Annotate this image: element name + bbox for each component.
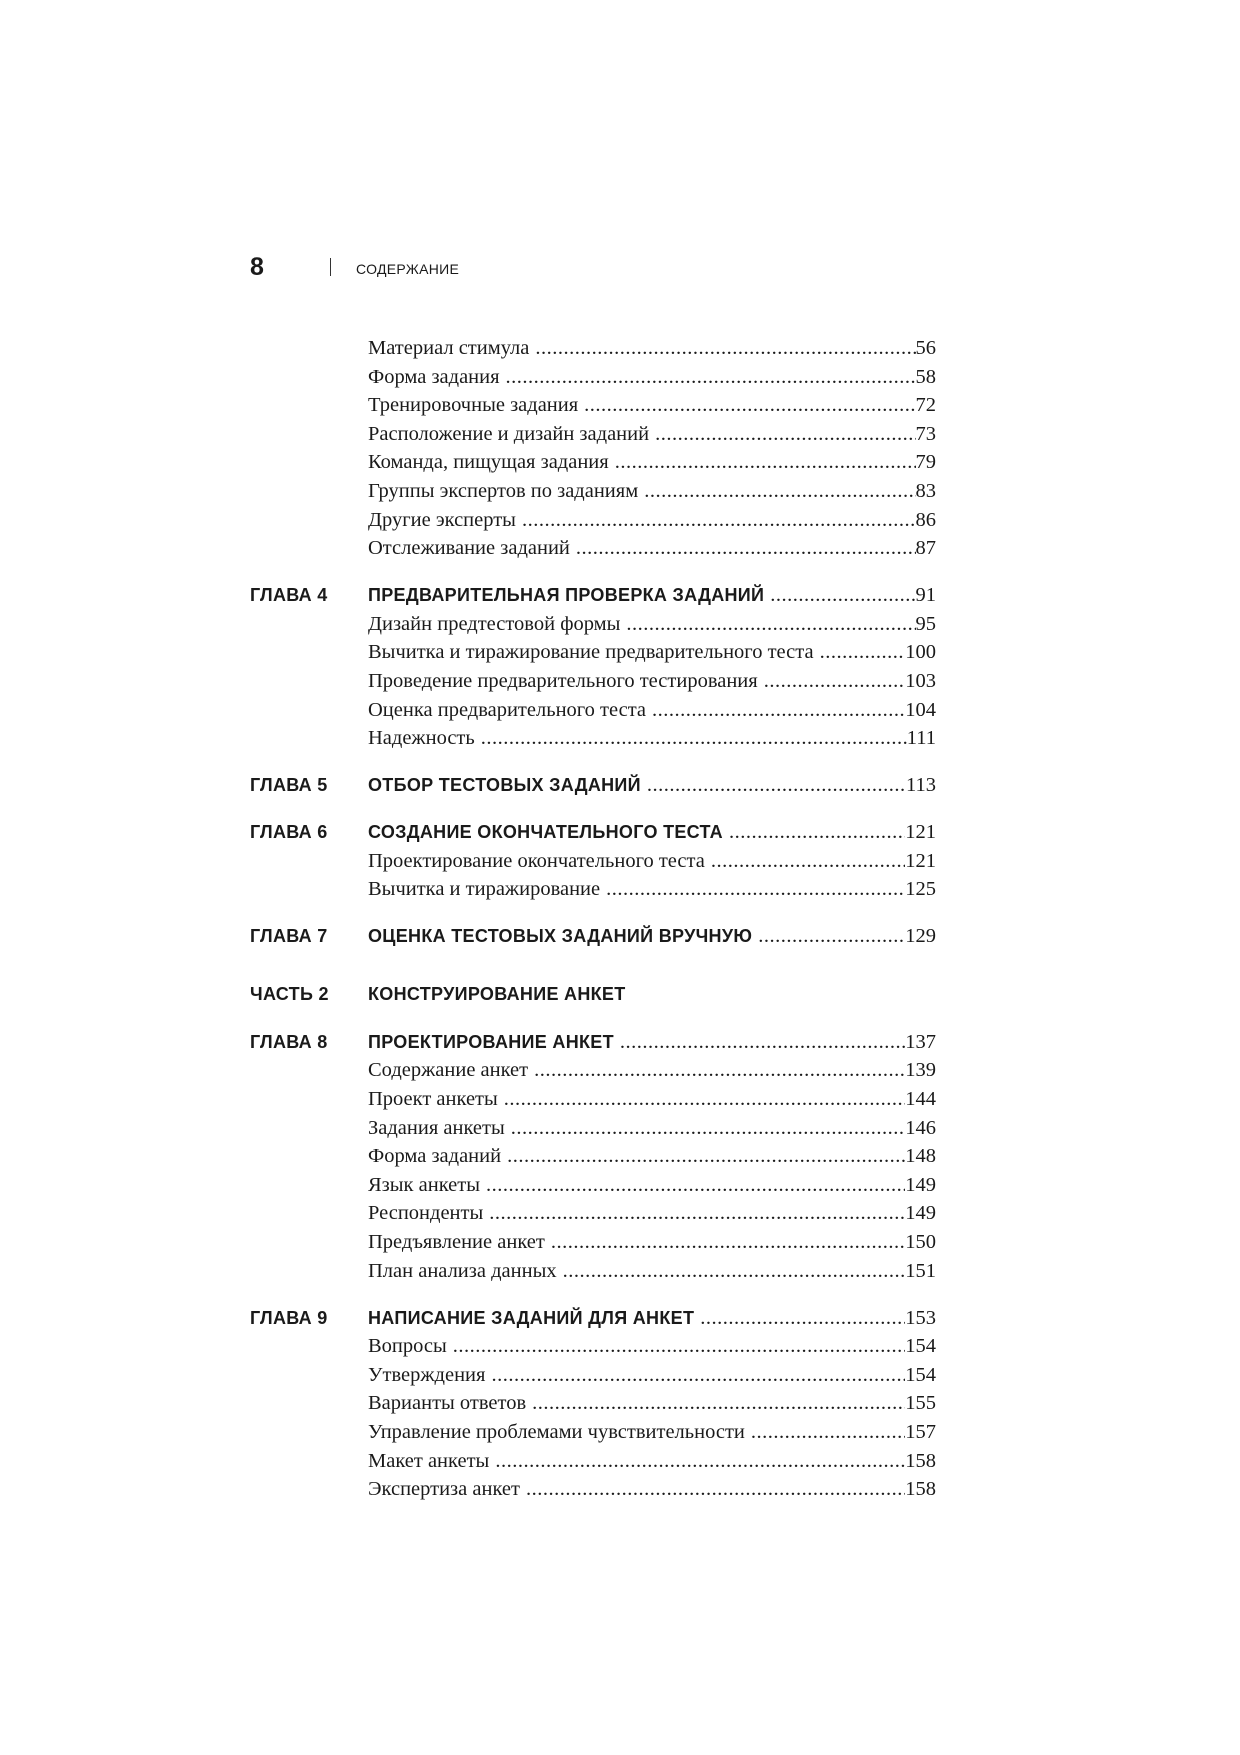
dot-leader [557, 1260, 906, 1283]
toc-entry-page: 121 [905, 849, 936, 872]
toc-entry-title: Проект анкеты [368, 1088, 498, 1111]
toc-entry[interactable] [250, 850, 936, 879]
toc-entry-title: Содержание анкет [368, 1059, 529, 1082]
toc-entry[interactable] [250, 480, 936, 509]
dot-leader [620, 613, 915, 636]
chapter-page: 91 [915, 584, 936, 607]
toc-entry[interactable] [250, 451, 936, 480]
toc-entry[interactable] [250, 1335, 936, 1364]
dot-leader [489, 1450, 905, 1473]
toc-entry-page: 58 [915, 365, 936, 388]
dot-leader [520, 1478, 905, 1501]
toc-entry-title: Управление проблемами чувствительности [368, 1420, 745, 1443]
toc-entry-title: Задания анкеты [368, 1116, 505, 1139]
toc-entry-title: Отслеживание заданий [368, 537, 570, 560]
toc-entry[interactable] [250, 727, 936, 756]
toc-entry-page: 146 [905, 1116, 936, 1139]
dot-leader [694, 1307, 905, 1330]
toc-chapter[interactable] [250, 821, 936, 850]
chapter-title: ПРОЕКТИРОВАНИЕ АНКЕТ [368, 1031, 614, 1052]
toc-entry[interactable] [250, 1364, 936, 1393]
dot-leader [758, 670, 906, 693]
toc-entry[interactable] [250, 1421, 936, 1450]
dot-leader [745, 1421, 905, 1444]
toc-entry-page: 87 [915, 537, 936, 560]
toc-entry[interactable] [250, 1145, 936, 1174]
toc-entry[interactable] [250, 509, 936, 538]
toc-entry[interactable] [250, 394, 936, 423]
toc-entry-page: 149 [905, 1202, 936, 1225]
toc-entry-title: Материал стимула [368, 337, 530, 359]
toc-entry[interactable] [250, 366, 936, 395]
toc-entry-title: Оценка предварительного теста [368, 698, 647, 721]
toc-entry-page: 86 [915, 508, 936, 531]
toc-entry[interactable] [250, 423, 936, 452]
dot-leader [600, 878, 905, 901]
chapter-title: ОЦЕНКА ТЕСТОВЫХ ЗАДАНИЙ ВРУЧНУЮ [368, 926, 753, 947]
toc-entry[interactable] [250, 1478, 936, 1507]
dot-leader [480, 1174, 905, 1197]
toc-entry-page: 111 [906, 727, 936, 750]
toc-entry[interactable] [250, 1174, 936, 1203]
toc-entry-title: Проведение предварительного тестирования [368, 669, 758, 692]
toc-entry-page: 151 [905, 1259, 936, 1282]
toc-entry-title: Вычитка и тиражирование предварительного теста [368, 641, 814, 664]
dot-leader [545, 1231, 905, 1254]
toc-entry-page: 154 [905, 1335, 936, 1358]
toc-part[interactable] [250, 984, 936, 1013]
dot-leader [483, 1202, 905, 1225]
toc-entry-title: Форма заданий [368, 1145, 502, 1168]
dot-leader [814, 641, 906, 664]
toc-entry-page: 150 [905, 1230, 936, 1253]
toc-entry-title: Респонденты [368, 1202, 484, 1225]
toc-entry-title: Группы экспертов по заданиям [368, 479, 639, 502]
toc-entry-title: Язык анкеты [368, 1173, 480, 1196]
toc-entry-page: 154 [905, 1363, 936, 1386]
toc-entry-title: Форма задания [368, 365, 500, 388]
toc-entry-title: Тренировочные задания [368, 394, 579, 417]
dot-leader [723, 821, 905, 844]
chapter-page: 137 [905, 1030, 936, 1053]
chapter-title: НАПИСАНИЕ ЗАДАНИЙ ДЛЯ АНКЕТ [368, 1307, 695, 1328]
toc-entry[interactable] [250, 878, 936, 907]
chapter-title: ПРЕДВАРИТЕЛЬНАЯ ПРОВЕРКА ЗАДАНИЙ [368, 585, 765, 606]
dot-leader [500, 366, 916, 389]
dot-leader [475, 727, 907, 750]
toc-entry[interactable] [250, 670, 936, 699]
toc-entry-page: 149 [905, 1173, 936, 1196]
toc-entry-page: 95 [915, 612, 936, 635]
running-title: СОДЕРЖАНИЕ [356, 261, 460, 277]
chapter-page: 121 [905, 821, 936, 844]
toc-entry-title: Дизайн предтестовой формы [368, 612, 621, 635]
toc-entry[interactable] [250, 1260, 936, 1289]
toc-entry[interactable] [250, 1392, 936, 1421]
toc-entry[interactable] [250, 1117, 936, 1146]
chapter-label: ГЛАВА 9 [250, 1307, 328, 1328]
toc-entry[interactable] [250, 1088, 936, 1117]
toc-entry-page: 155 [905, 1392, 936, 1415]
chapter-page: 153 [905, 1306, 936, 1329]
toc-entry[interactable] [250, 1231, 936, 1260]
toc-entry-page: 144 [905, 1088, 936, 1111]
toc-entry-title: Другие эксперты [368, 508, 516, 531]
toc-entry-page: 125 [905, 878, 936, 901]
dot-leader [609, 451, 916, 474]
chapter-title: СОЗДАНИЕ ОКОНЧАТЕЛЬНОГО ТЕСТА [368, 822, 723, 843]
toc-chapter[interactable] [250, 584, 936, 613]
dot-leader [526, 1392, 905, 1415]
chapter-page: 113 [906, 774, 936, 797]
dot-leader [614, 1031, 905, 1054]
toc-entry[interactable] [250, 613, 936, 642]
toc-entry-page: 103 [905, 669, 936, 692]
dot-leader [498, 1088, 905, 1111]
toc-entry-title: Проектирование окончательного теста [368, 849, 705, 872]
toc-entry-title: Расположение и дизайн заданий [368, 422, 650, 445]
toc-entry-title: Команда, пищущая задания [368, 451, 609, 474]
dot-leader [528, 1059, 905, 1082]
page-number: 8 [250, 252, 264, 281]
dot-leader [752, 925, 905, 948]
toc-entry-title: Варианты ответов [368, 1392, 527, 1415]
toc-chapter[interactable] [250, 1031, 936, 1060]
chapter-label: ГЛАВА 8 [250, 1031, 328, 1052]
toc-entry[interactable] [250, 337, 936, 366]
toc-entry-page: 139 [905, 1059, 936, 1082]
toc-entry-title: Макет анкеты [368, 1449, 490, 1472]
toc-entry-page: 72 [915, 394, 936, 417]
chapter-label: ГЛАВА 7 [250, 926, 328, 947]
part-title: КОНСТРУИРОВАНИЕ АНКЕТ [368, 983, 626, 1004]
dot-leader [529, 337, 915, 360]
toc-entry-title: Вопросы [368, 1335, 447, 1358]
toc-entry-title: Предъявление анкет [368, 1230, 545, 1253]
toc-chapter[interactable] [250, 774, 936, 803]
dot-leader [764, 584, 915, 607]
toc-entry-page: 79 [915, 451, 936, 474]
dot-leader [447, 1335, 905, 1358]
toc-entry[interactable] [250, 537, 936, 566]
running-head [250, 254, 459, 280]
toc-entry-title: Утверждения [368, 1363, 486, 1386]
toc-entry-page: 148 [905, 1145, 936, 1168]
dot-leader [638, 480, 915, 503]
toc-entry[interactable] [250, 1059, 936, 1088]
toc-entry-page: 157 [905, 1420, 936, 1443]
toc-entry-title: Вычитка и тиражирование [368, 878, 601, 901]
dot-leader [570, 537, 916, 560]
dot-leader [641, 774, 906, 797]
toc-entry-page: 158 [905, 1478, 936, 1501]
toc-entry-page: 83 [915, 479, 936, 502]
toc-entry-page: 104 [905, 698, 936, 721]
chapter-label: ГЛАВА 5 [250, 775, 328, 796]
header-divider [330, 258, 331, 276]
dot-leader [646, 699, 905, 722]
dot-leader [501, 1145, 905, 1168]
chapter-title: ОТБОР ТЕСТОВЫХ ЗАДАНИЙ [368, 775, 641, 796]
dot-leader [705, 850, 905, 873]
part-label: ЧАСТЬ 2 [250, 983, 329, 1004]
toc-entry[interactable] [250, 1202, 936, 1231]
dot-leader [505, 1117, 906, 1140]
toc-entry-page: 73 [915, 422, 936, 445]
toc-entry[interactable] [250, 641, 936, 670]
dot-leader [578, 394, 915, 417]
dot-leader [516, 509, 916, 532]
toc-entry-title: Надежность [368, 727, 475, 750]
toc-chapter[interactable] [250, 1307, 936, 1336]
table-of-contents [250, 337, 936, 1507]
toc-entry-title: Экспертиза анкет [368, 1478, 520, 1501]
toc-entry-page: 158 [905, 1449, 936, 1472]
chapter-label: ГЛАВА 4 [250, 585, 328, 606]
chapter-label: ГЛАВА 6 [250, 822, 328, 843]
toc-entry[interactable] [250, 699, 936, 728]
toc-entry[interactable] [250, 1450, 936, 1479]
dot-leader [485, 1364, 905, 1387]
chapter-page: 129 [905, 925, 936, 948]
toc-entry-page: 100 [905, 641, 936, 664]
toc-chapter[interactable] [250, 925, 936, 954]
toc-entry-page: 56 [915, 337, 936, 359]
dot-leader [649, 423, 915, 446]
toc-entry-title: План анализа данных [368, 1259, 557, 1282]
